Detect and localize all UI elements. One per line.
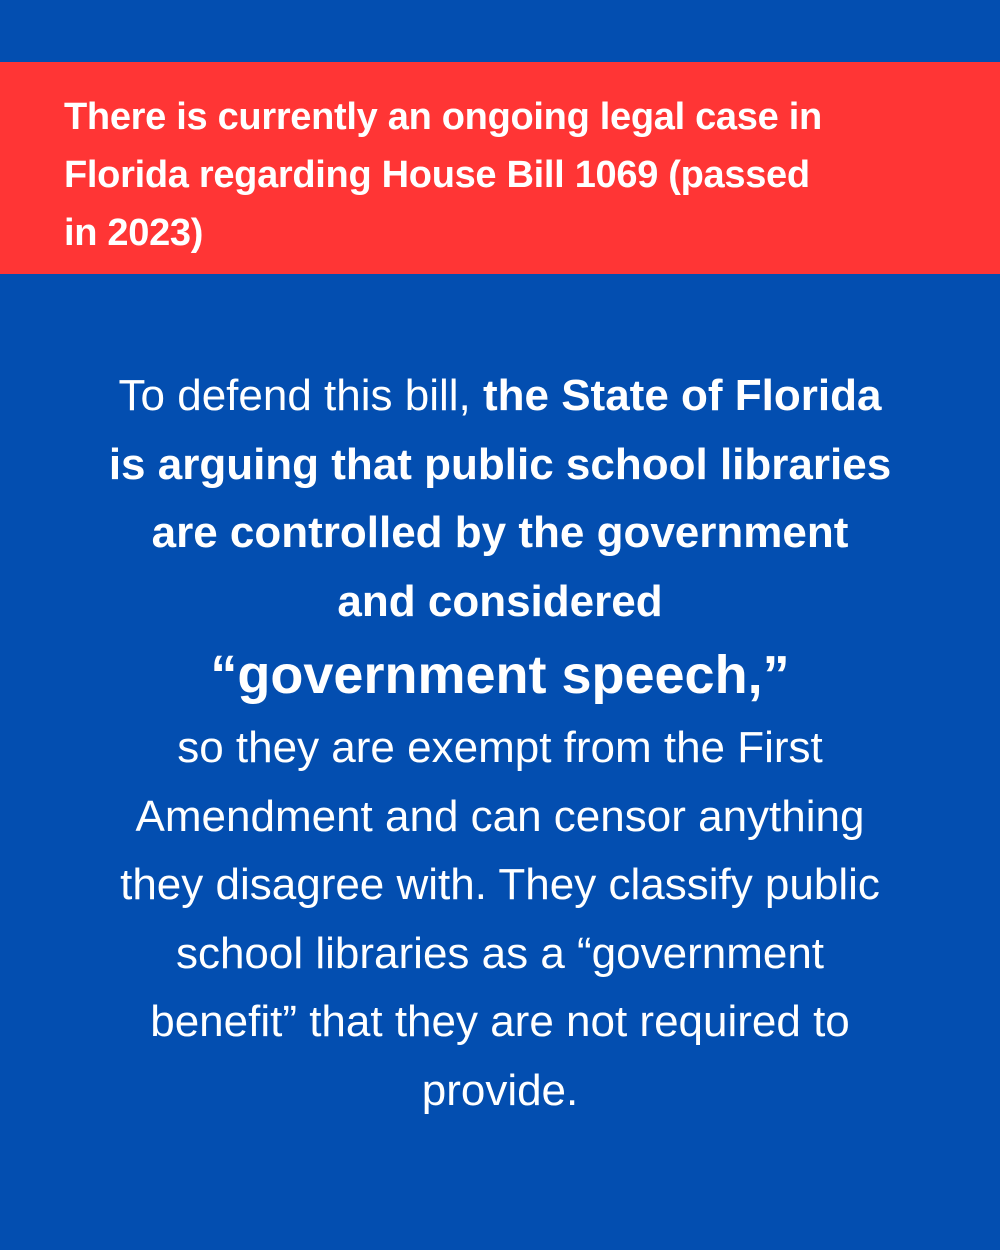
body-line-8: they disagree with. They classify public	[120, 860, 880, 909]
red-banner	[0, 62, 1000, 274]
body-line-1	[40, 362, 960, 431]
government-speech-quote: “government speech,”	[210, 645, 790, 705]
body-line-10: benefit” that they are not required to	[150, 997, 850, 1046]
banner-line-3: in 2023)	[64, 212, 204, 254]
body-line-11: provide.	[421, 1065, 579, 1115]
banner-line-2: Florida regarding House Bill 1069 (passed	[64, 154, 810, 196]
banner-text	[64, 88, 940, 262]
body-line-9: school libraries as a “government	[175, 928, 825, 978]
body-line-4: and considered	[337, 576, 663, 626]
body-line-1-regular: To defend this bill,	[118, 371, 483, 420]
main-paragraph	[40, 362, 960, 1125]
body-line-3: are controlled by the government	[151, 508, 849, 557]
body-line-6: so they are exempt from the First	[177, 723, 823, 772]
banner-line-1: There is currently an ongoing legal case in	[64, 96, 822, 138]
body-line-7: Amendment and can censor anything	[135, 791, 865, 841]
body-line-2: is arguing that public school libraries	[108, 439, 892, 489]
body-line-1-bold: the State of Florida	[482, 371, 882, 420]
